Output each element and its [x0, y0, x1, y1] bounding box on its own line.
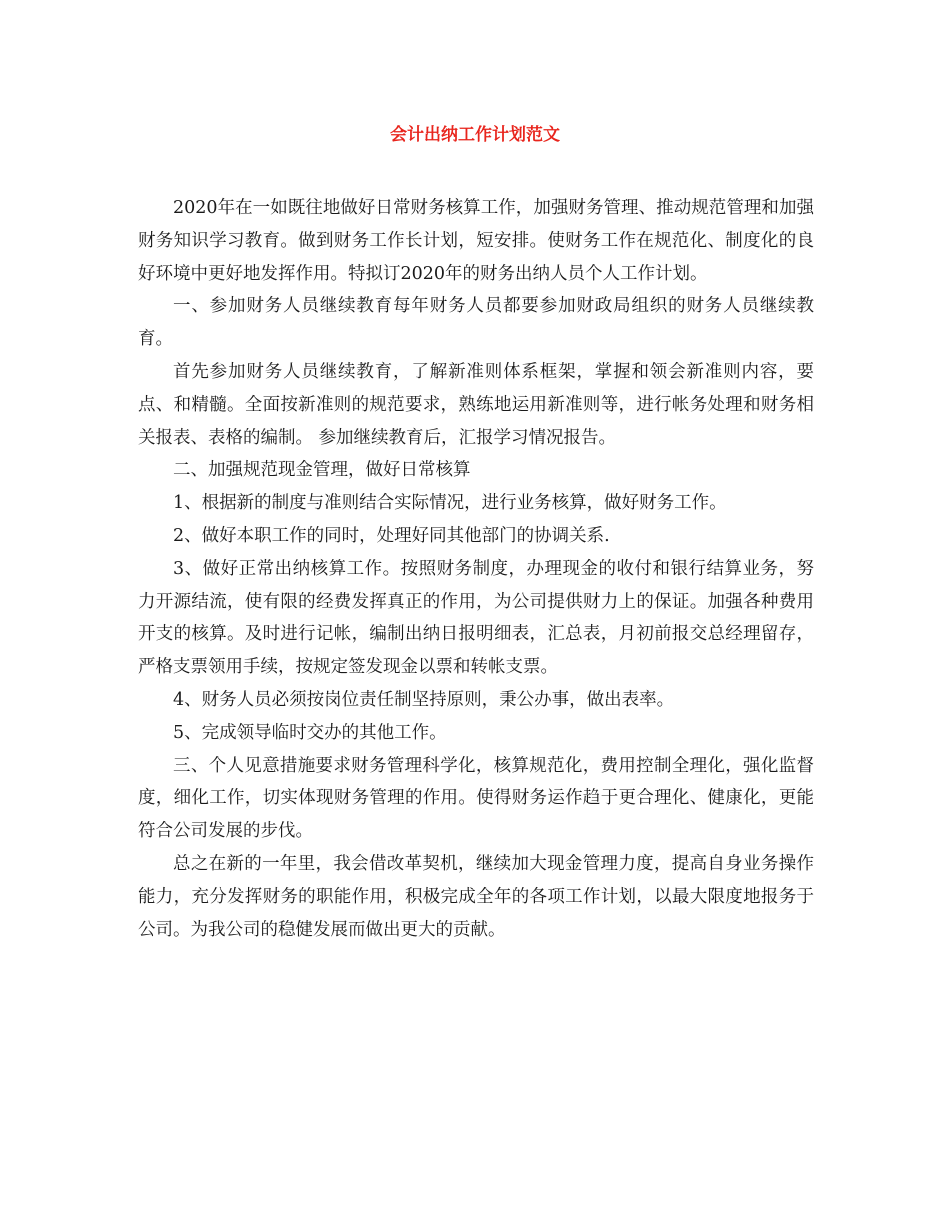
document-title: 会计出纳工作计划范文	[390, 125, 560, 145]
paragraph-section-1-body: 首先参加财务人员继续教育，了解新准则体系框架，掌握和领会新准则内容，要点、和精髓。全面按新准则的规范要求，熟练地运用新准则等，进行帐务处理和财务相关报表、表格的编制。 参加继续教育后，汇报学习情况报告。	[138, 361, 814, 448]
paragraph-item-3: 3、做好正常出纳核算工作。按照财务制度，办理现金的收付和银行结算业务，努力开源结流，使有限的经费发挥真正的作用，为公司提供财力上的保证。加强各种费用开支的核算。及时进行记帐，编制出纳日报明细表，汇总表，月初前报交总经理留存，严格支票领用手续，按规定签发现金以票和转帐支票。	[138, 558, 814, 678]
paragraph-item-5: 5、完成领导临时交办的其他工作。	[173, 722, 447, 743]
paragraph-item-1: 1、根据新的制度与准则结合实际情况，进行业务核算，做好财务工作。	[173, 493, 727, 514]
paragraph-section-2-heading: 二、加强规范现金管理，做好日常核算	[173, 460, 471, 481]
paragraph-intro: 2020年在一如既往地做好日常财务核算工作，加强财务管理、推动规范管理和加强财务知识学习教育。做到财务工作长计划，短安排。使财务工作在规范化、制度化的良好环境中更好地发挥作用。特拟订2020年的财务出纳人员个人工作计划。	[138, 198, 814, 284]
paragraph-conclusion: 总之在新的一年里，我会借改革契机，继续加大现金管理力度，提高自身业务操作能力，充分发挥财务的职能作用，积极完成全年的各项工作计划，以最大限度地报务于公司。为我公司的稳健发展而做出更大的贡献。	[138, 853, 814, 940]
document-body	[138, 192, 814, 946]
paragraph-section-3: 三、个人见意措施要求财务管理科学化，核算规范化，费用控制全理化，强化监督度，细化工作，切实体现财务管理的作用。使得财务运作趋于更合理化、健康化，更能符合公司发展的步伐。	[138, 755, 814, 842]
paragraph-item-2: 2、做好本职工作的同时，处理好同其他部门的协调关系.	[173, 525, 610, 546]
paragraph-section-1-heading: 一、参加财务人员继续教育每年财务人员都要参加财政局组织的财务人员继续教育。	[138, 296, 814, 350]
paragraph-item-4: 4、财务人员必须按岗位责任制坚持原则，秉公办事，做出表率。	[173, 689, 675, 710]
